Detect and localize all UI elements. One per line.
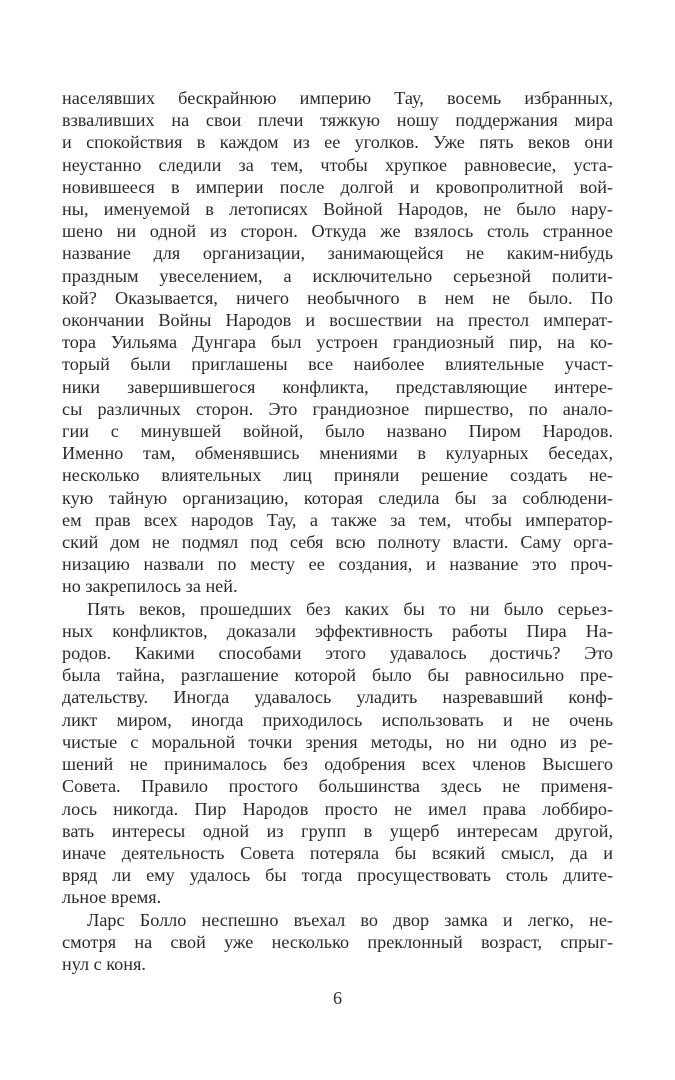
text-line: новившееся в империи после долгой и кровопролитной вой- <box>62 176 613 197</box>
text-line: торый были приглашены все наиболее влиятельные участ- <box>62 354 613 375</box>
text-line: Именно там, обменявшись мнениями в кулуарных беседах, <box>62 443 613 464</box>
text-line: ных конфликтов, доказали эффективность работы Пира На- <box>62 620 613 641</box>
text-line: неустанно следили за тем, чтобы хрупкое равновесие, уста- <box>62 154 613 175</box>
page-number: 6 <box>333 988 342 1008</box>
text-line: праздным увеселением, а исключительно серьезной полити- <box>62 265 613 286</box>
text-line: вряд ли ему удалось бы тогда просуществовать столь длите- <box>62 865 613 886</box>
text-line: ники завершившегося конфликта, представляющие интере- <box>62 376 613 397</box>
text-line: Пять веков, прошедших без каких бы то ни было серьез- <box>87 598 613 619</box>
text-line: Совета. Правило простого большинства здесь не применя- <box>62 776 613 797</box>
text-line: была тайна, разглашение которой было бы равносильно пре- <box>62 665 613 686</box>
text-line: сы различных сторон. Это грандиозное пиршество, по анало- <box>62 398 613 419</box>
text-line: вать интересы одной из групп в ущерб интересам другой, <box>62 820 613 841</box>
text-line: тора Уильяма Дунгара был устроен грандиозный пир, на ко- <box>62 332 613 353</box>
text-line: льное время. <box>62 887 162 908</box>
text-line: название для организации, занимающейся не каким-нибудь <box>62 243 613 264</box>
text-line: ны, именуемой в летописях Войной Народов, не было нару- <box>62 199 613 220</box>
text-line: и спокойствия в каждом из ее уголков. Уже пять веков они <box>62 132 613 153</box>
text-line: шено ни одной из сторон. Откуда же взялось столь странное <box>62 221 613 242</box>
text-line: ем прав всех народов Тау, а также за тем, чтобы император- <box>62 509 613 530</box>
text-line: кой? Оказывается, ничего необычного в нем не было. По <box>62 287 613 308</box>
text-line: но закрепилось за ней. <box>62 576 238 597</box>
paragraph <box>62 87 613 598</box>
text-line: низацию назвали по месту ее создания, и название это проч- <box>62 554 613 575</box>
text-line: ликт миром, иногда приходилось использовать и не очень <box>62 709 613 730</box>
text-line: населявших бескрайнюю империю Тау, восемь избранных, <box>62 88 613 108</box>
text-line: смотря на свой уже несколько преклонный возраст, спрыг- <box>62 931 613 952</box>
text-line: лось никогда. Пир Народов просто не имел права лоббиро- <box>62 798 613 819</box>
text-line: шений не принималось без одобрения всех членов Высшего <box>62 754 613 775</box>
text-line: взваливших на свои плечи тяжкую ношу поддержания мира <box>62 110 613 131</box>
paragraph <box>62 598 613 909</box>
text-line: иначе деятельность Совета потеряла бы всякий смысл, да и <box>62 842 613 863</box>
text-line: несколько влиятельных лиц приняли решение создать не- <box>62 465 613 486</box>
text-line: дательству. Иногда удавалось уладить назревавший конф- <box>62 687 613 708</box>
text-line: родов. Какими способами этого удавалось достичь? Это <box>62 643 613 664</box>
text-line: нул с коня. <box>62 953 146 974</box>
text-line: ский дом не подмял под себя всю полноту власти. Саму орга- <box>62 532 613 553</box>
text-line: гии с минувшей войной, было названо Пиром Народов. <box>62 421 613 442</box>
text-line: кую тайную организацию, которая следила бы за соблюдени- <box>62 487 613 508</box>
text-line: чистые с моральной точки зрения методы, но ни одно из ре- <box>62 731 613 752</box>
text-line: Ларс Болло неспешно въехал во двор замка и легко, не- <box>87 909 613 930</box>
text-line: окончании Войны Народов и восшествии на престол императ- <box>62 310 613 331</box>
body-text <box>62 87 613 975</box>
paragraph <box>62 909 613 976</box>
